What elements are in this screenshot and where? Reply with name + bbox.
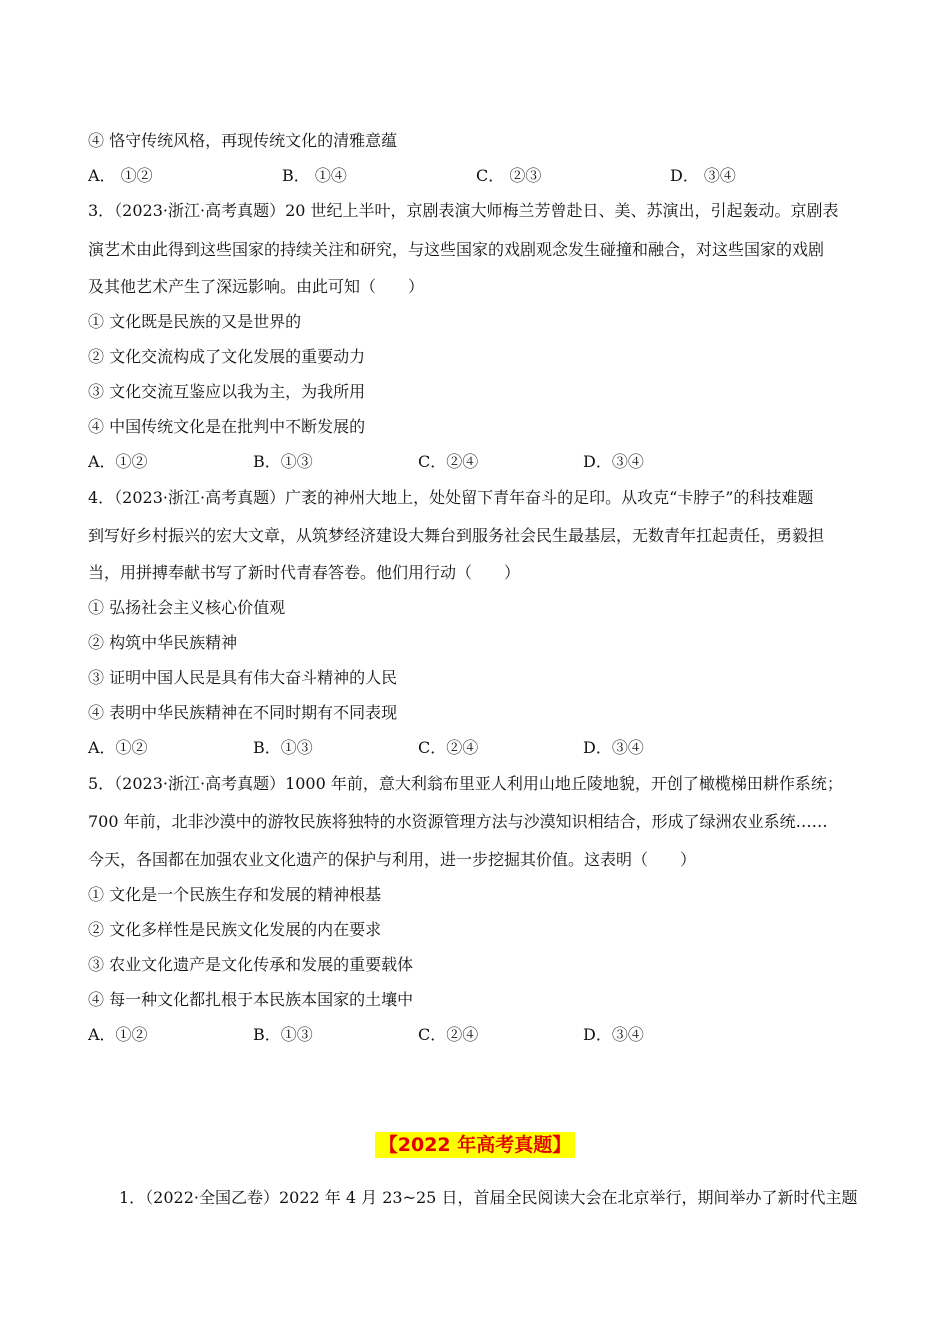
q5-item-3: ③ 农业文化遗产是文化传承和发展的重要载体: [88, 955, 414, 974]
q3-stem-line-3: 及其他艺术产生了深远影响。由此可知（ ）: [88, 277, 425, 296]
q3-option-c: C．②④: [418, 452, 479, 471]
q4-stem-line-1: 4．（2023·浙江·高考真题）广袤的神州大地上，处处留下青年奋斗的足印。从攻克“卡脖子”的科技难题: [88, 488, 814, 507]
q5-item-2: ② 文化多样性是民族文化发展的内在要求: [88, 920, 382, 939]
q5-item-4: ④ 每一种文化都扎根于本民族本国家的土壤中: [88, 990, 414, 1009]
q5-option-a: A．①②: [88, 1025, 148, 1044]
q5-option-c: C．②④: [418, 1025, 479, 1044]
section-heading-wrap: [0, 1132, 950, 1158]
prev-option-c: C． ②③: [476, 166, 542, 185]
q5-stem-line-3: 今天，各国都在加强农业文化遗产的保护与利用，进一步挖掘其价值。这表明（ ）: [88, 850, 697, 869]
q4-stem-line-3: 当，用拼搏奉献书写了新时代青春答卷。他们用行动（ ）: [88, 563, 521, 582]
prev-option-d: D． ③④: [670, 166, 736, 185]
q4-option-c: C．②④: [418, 738, 479, 757]
q5-option-d: D．③④: [583, 1025, 644, 1044]
q3-item-1: ① 文化既是民族的又是世界的: [88, 312, 302, 331]
q5-stem-line-2: 700 年前，北非沙漠中的游牧民族将独特的水资源管理方法与沙漠知识相结合，形成了绿洲农业系统……: [88, 812, 828, 831]
q3-item-2: ② 文化交流构成了文化发展的重要动力: [88, 347, 366, 366]
prev-option-a: A． ①②: [88, 166, 153, 185]
q2022-1-stem: 1．（2022·全国乙卷）2022 年 4 月 23~25 日，首届全民阅读大会在北京举行，期间举办了新时代主题: [119, 1188, 858, 1207]
q3-item-4: ④ 中国传统文化是在批判中不断发展的: [88, 417, 366, 436]
q3-option-b: B．①③: [253, 452, 313, 471]
q4-option-a: A．①②: [88, 738, 148, 757]
q4-item-4: ④ 表明中华民族精神在不同时期有不同表现: [88, 703, 398, 722]
q4-stem-line-2: 到写好乡村振兴的宏大文章，从筑梦经济建设大舞台到服务社会民生最基层，无数青年扛起责任，勇毅担: [88, 526, 825, 545]
section-heading: 【2022 年高考真题】: [375, 1132, 576, 1158]
q5-item-1: ① 文化是一个民族生存和发展的精神根基: [88, 885, 382, 904]
q4-option-b: B．①③: [253, 738, 313, 757]
q3-option-a: A．①②: [88, 452, 148, 471]
prev-option-b: B． ①④: [282, 166, 347, 185]
q4-item-2: ② 构筑中华民族精神: [88, 633, 238, 652]
q4-item-3: ③ 证明中国人民是具有伟大奋斗精神的人民: [88, 668, 398, 687]
q4-item-1: ① 弘扬社会主义核心价值观: [88, 598, 286, 617]
q4-option-d: D．③④: [583, 738, 644, 757]
q3-stem-line-1: 3．（2023·浙江·高考真题）20 世纪上半叶，京剧表演大师梅兰芳曾赴日、美、苏演出，引起轰动。京剧表: [88, 201, 839, 220]
q5-stem-line-1: 5．（2023·浙江·高考真题）1000 年前，意大利翁布里亚人利用山地丘陵地貌，开创了橄榄梯田耕作系统；: [88, 774, 843, 793]
q5-option-b: B．①③: [253, 1025, 313, 1044]
q3-stem-line-2: 演艺术由此得到这些国家的持续关注和研究，与这些国家的戏剧观念发生碰撞和融合，对这些国家的戏剧: [88, 240, 825, 259]
prev-item-4: ④ 恪守传统风格，再现传统文化的清雅意蕴: [88, 131, 398, 150]
q3-option-d: D．③④: [583, 452, 644, 471]
q3-item-3: ③ 文化交流互鉴应以我为主，为我所用: [88, 382, 366, 401]
